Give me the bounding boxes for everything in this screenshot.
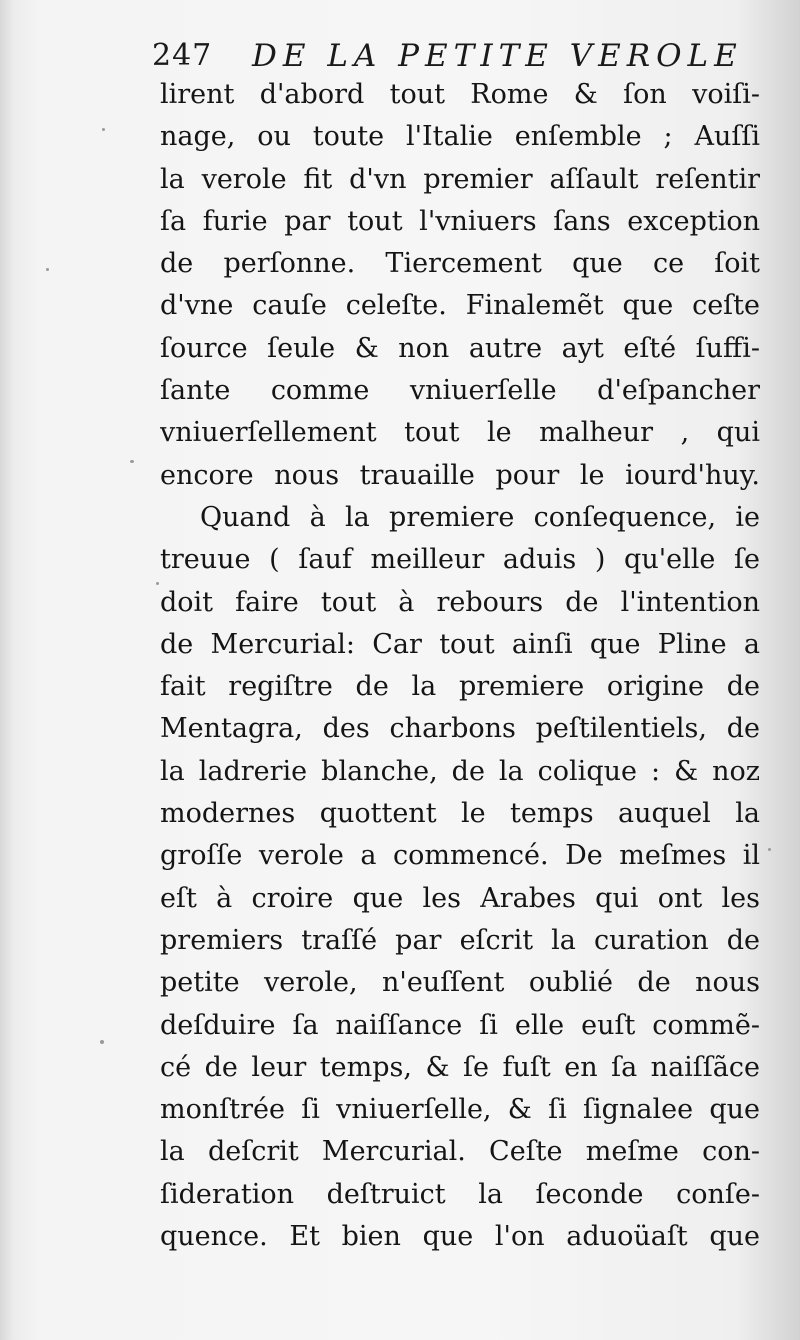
paper-speck (100, 1040, 104, 1044)
text-line: lirent d'abord tout Rome & ſon voiſi- (160, 79, 760, 110)
text-line: eſt à croire que les Arabes qui ont les (160, 882, 760, 914)
text-line: vniuerſellement tout le malheur , qui (160, 417, 760, 449)
paragraph-start-line: Quand à la premiere conſequence, ie (200, 501, 760, 533)
paper-speck (768, 848, 771, 851)
page-number: 247 (152, 38, 213, 73)
text-line: d'vne cauſe celeſte. Finalemẽt que ceſte (160, 290, 760, 322)
text-line: premiers traſſé par eſcrit la curation de (160, 924, 760, 956)
text-line: modernes quottent le temps auquel la (160, 798, 760, 830)
text-line: Mentagra, des charbons peſtilentiels, de (160, 713, 760, 745)
paper-speck (156, 582, 159, 585)
text-line: cé de leur temps, & ſe fuſt en ſa naiſſãce (160, 1051, 760, 1083)
text-line: doit faire tout à rebours de l'intention (160, 586, 760, 618)
text-line: la ladrerie blanche, de la colique : & noz (160, 755, 760, 787)
text-line: la verole fit d'vn premier aſſault reſentir (160, 163, 760, 195)
text-line: de perſonne. Tiercement que ce ſoit (160, 248, 760, 280)
body-text (160, 74, 760, 1258)
text-line: deſduire ſa naiſſance ſi elle euſt commẽ- (160, 1009, 760, 1041)
text-line: ſa furie par tout l'vniuers ſans exception (160, 205, 760, 237)
text-line: ſideration deſtruict la ſeconde conſe- (160, 1178, 760, 1210)
text-line: treuue ( ſauf meilleur aduis ) qu'elle ſe (160, 544, 760, 576)
paper-speck (130, 460, 134, 463)
text-line: encore nous trauaille pour le iourd'huy. (160, 459, 760, 491)
text-line: ſante comme vniuerſelle d'eſpancher (160, 375, 760, 407)
text-line: nage, ou toute l'Italie enſemble ; Auſſi (160, 121, 760, 153)
text-line: fait regiſtre de la premiere origine de (160, 671, 760, 703)
running-title: DE LA PETITE VEROLE (252, 38, 743, 74)
text-line: de Mercurial: Car tout ainſi que Pline a (160, 628, 760, 660)
text-line: groſſe verole a commencé. De meſmes il (160, 840, 760, 872)
text-line: monſtrée ſi vniuerſelle, & ſi ſignalee que (160, 1094, 760, 1126)
paper-speck (46, 268, 49, 271)
paper-speck (102, 128, 105, 131)
text-line: ſource ſeule & non autre ayt eſté ſuffi- (160, 332, 760, 364)
text-line: quence. Et bien que l'on aduoüaſt que (160, 1221, 760, 1253)
text-line: la deſcrit Mercurial. Ceſte meſme con- (160, 1136, 760, 1168)
text-line: petite verole, n'euſſent oublié de nous (160, 967, 760, 999)
